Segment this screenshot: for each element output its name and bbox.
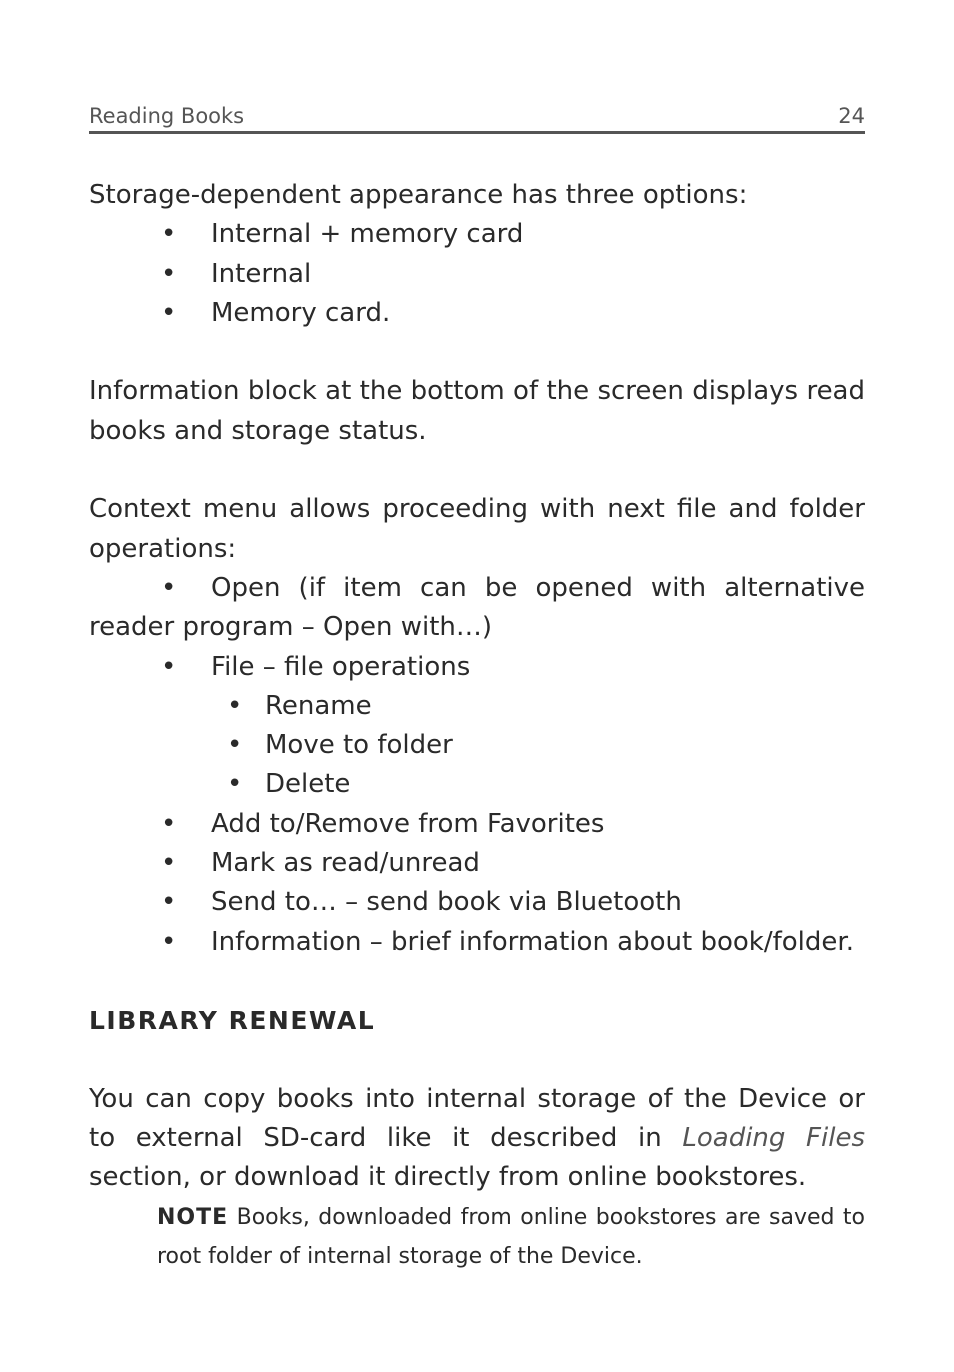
list-item: • Move to folder [89,726,865,765]
storage-intro: Storage-dependent appearance has three options: [89,180,748,210]
library-renewal-paragraph: You can copy books into internal storage of the Device or to external SD-card like it described in Loading Files section, or download it directly from online bookstores. [89,1083,865,1193]
bullet-icon: • [161,219,177,250]
storage-options-list [89,215,865,333]
info-block-paragraph: Information block at the bottom of the screen displays read books and storage status. [89,376,865,446]
note-block [157,1198,865,1276]
list-item [89,569,865,648]
list-item: • Internal [89,255,865,294]
loading-files-link[interactable]: Loading Files [682,1123,865,1154]
context-menu-intro: Context menu allows proceeding with next file and folder operations: [89,494,865,564]
header-section-title: Reading Books [89,104,245,128]
bullet-icon: • [161,651,177,682]
bullet-icon: • [161,887,177,918]
list-item: • Send to… – send book via Bluetooth [89,883,865,922]
list-item: • Delete [89,765,865,804]
note-label: NOTE [157,1204,229,1230]
section-heading: LIBRARY RENEWAL [89,1006,376,1036]
bullet-icon: • [161,808,177,839]
bullet-icon: • [161,297,177,328]
list-item: • Internal + memory card [89,215,865,254]
bullet-icon: • [227,730,243,761]
document-page [89,102,865,1276]
page-content [89,176,865,1276]
bullet-icon: • [161,848,177,879]
file-operations-sublist [89,687,865,805]
context-menu-list-continued [89,805,865,962]
bullet-icon: • [161,926,177,957]
context-menu-list [89,648,865,687]
bullet-icon: • [161,572,177,603]
list-item: • File – file operations [89,648,865,687]
header-page-number: 24 [838,104,865,128]
bullet-icon: • [161,258,177,289]
note-text: Books, downloaded from online bookstores are saved to root folder of internal storage of the Device. [157,1204,865,1269]
list-item: • Add to/Remove from Favorites [89,805,865,844]
list-item: • Rename [89,687,865,726]
open-item-text: Open (if item can be opened with alternative reader program – Open with…) [89,572,865,643]
bullet-icon: • [227,690,243,721]
list-item: • Information – brief information about book/folder. [89,923,865,962]
running-header [89,102,865,134]
list-item: • Memory card. [89,294,865,333]
list-item: • Mark as read/unread [89,844,865,883]
bullet-icon: • [227,769,243,800]
